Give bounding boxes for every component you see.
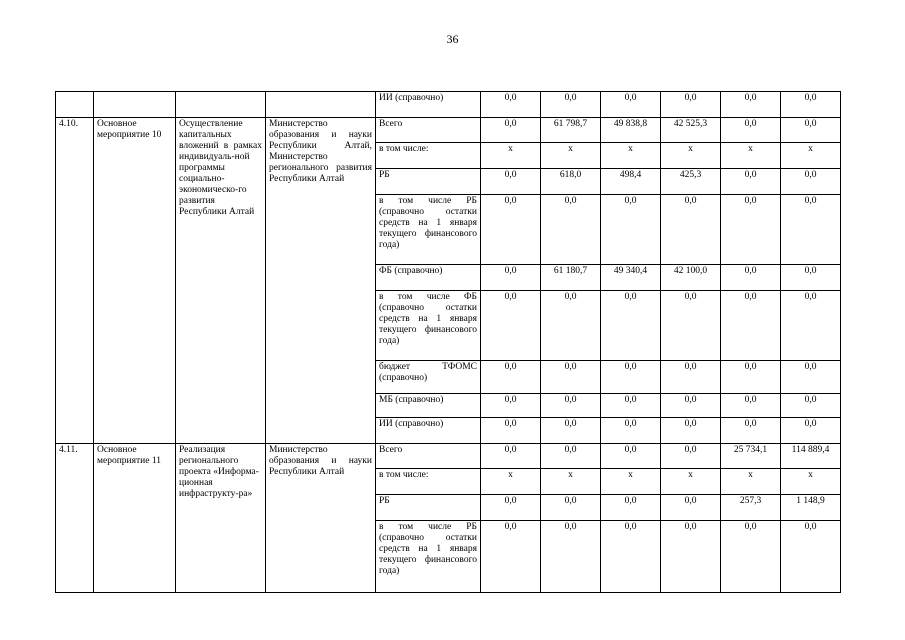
activity-description-cell: Реализация регионального проекта «Информа-ционная инфраструкту-ра» xyxy=(176,444,266,593)
value-cell: 0,0 xyxy=(481,444,541,469)
value-cell: 0,0 xyxy=(481,92,541,118)
value-cell: 0,0 xyxy=(661,195,721,265)
value-cell: 49 838,8 xyxy=(601,118,661,143)
value-cell: 0,0 xyxy=(541,291,601,361)
value-cell: 0,0 xyxy=(661,521,721,593)
value-cell: 0,0 xyxy=(781,361,841,394)
funding-source-cell: МБ (справочно) xyxy=(376,394,481,418)
value-cell: 0,0 xyxy=(601,361,661,394)
value-cell: 0,0 xyxy=(601,444,661,469)
activity-id-cell: 4.11. xyxy=(56,444,94,593)
value-cell: 0,0 xyxy=(541,495,601,521)
value-cell: 0,0 xyxy=(781,195,841,265)
value-cell: х xyxy=(661,143,721,169)
value-cell: 618,0 xyxy=(541,169,601,195)
value-cell: 0,0 xyxy=(481,195,541,265)
activity-id-cell: 4.10. xyxy=(56,118,94,444)
value-cell: 425,3 xyxy=(661,169,721,195)
funding-source-cell: в том числе РБ (справочно остатки средств на 1 января текущего финансового года) xyxy=(376,195,481,265)
activity-description-cell xyxy=(176,92,266,118)
value-cell: х xyxy=(781,143,841,169)
value-cell: х xyxy=(481,469,541,495)
value-cell: 0,0 xyxy=(541,394,601,418)
funding-source-cell: в том числе: xyxy=(376,469,481,495)
value-cell: 0,0 xyxy=(481,291,541,361)
funding-source-cell: в том числе РБ (справочно остатки средств на 1 января текущего финансового года) xyxy=(376,521,481,593)
funding-source-cell: ИИ (справочно) xyxy=(376,418,481,444)
value-cell: 0,0 xyxy=(661,361,721,394)
value-cell: 0,0 xyxy=(721,521,781,593)
value-cell: 0,0 xyxy=(781,265,841,291)
value-cell: 0,0 xyxy=(661,495,721,521)
value-cell: 0,0 xyxy=(601,92,661,118)
value-cell: х xyxy=(601,469,661,495)
table-row xyxy=(56,92,841,118)
value-cell: 0,0 xyxy=(721,361,781,394)
value-cell: 0,0 xyxy=(481,521,541,593)
value-cell: 42 100,0 xyxy=(661,265,721,291)
value-cell: 0,0 xyxy=(481,495,541,521)
value-cell: 0,0 xyxy=(481,361,541,394)
value-cell: х xyxy=(721,143,781,169)
value-cell: 0,0 xyxy=(481,118,541,143)
table-row xyxy=(56,444,841,469)
value-cell: 0,0 xyxy=(721,265,781,291)
funding-source-cell: бюджет ТФОМС (справочно) xyxy=(376,361,481,394)
value-cell: 0,0 xyxy=(661,394,721,418)
value-cell: 61 798,7 xyxy=(541,118,601,143)
value-cell: 0,0 xyxy=(781,118,841,143)
value-cell: 0,0 xyxy=(661,418,721,444)
value-cell: х xyxy=(781,469,841,495)
funding-source-cell: Всего xyxy=(376,444,481,469)
value-cell: 0,0 xyxy=(601,291,661,361)
activity-name-cell: Основное мероприятие 10 xyxy=(94,118,176,444)
executor-cell: Министерство образования и науки Республики Алтай, Министерство регионального развития Республики Алтай xyxy=(266,118,376,444)
value-cell: 0,0 xyxy=(541,92,601,118)
value-cell: 0,0 xyxy=(601,495,661,521)
value-cell: 0,0 xyxy=(661,444,721,469)
value-cell: 0,0 xyxy=(781,92,841,118)
value-cell: 0,0 xyxy=(721,418,781,444)
value-cell: 0,0 xyxy=(481,265,541,291)
value-cell: 498,4 xyxy=(601,169,661,195)
value-cell: 0,0 xyxy=(601,418,661,444)
value-cell: 0,0 xyxy=(601,521,661,593)
value-cell: 0,0 xyxy=(721,92,781,118)
value-cell: 0,0 xyxy=(601,394,661,418)
value-cell: х xyxy=(481,143,541,169)
value-cell: 0,0 xyxy=(721,291,781,361)
value-cell: х xyxy=(721,469,781,495)
activity-name-cell: Основное мероприятие 11 xyxy=(94,444,176,593)
value-cell: 0,0 xyxy=(541,195,601,265)
value-cell: 114 889,4 xyxy=(781,444,841,469)
value-cell: 0,0 xyxy=(781,521,841,593)
value-cell: 0,0 xyxy=(781,394,841,418)
value-cell: х xyxy=(661,469,721,495)
value-cell: 1 148,9 xyxy=(781,495,841,521)
budget-table xyxy=(55,91,841,593)
value-cell: 257,3 xyxy=(721,495,781,521)
funding-source-cell: Всего xyxy=(376,118,481,143)
page-number: 36 xyxy=(446,32,459,46)
value-cell: 0,0 xyxy=(661,92,721,118)
value-cell: 0,0 xyxy=(721,169,781,195)
value-cell: 0,0 xyxy=(481,394,541,418)
value-cell: х xyxy=(601,143,661,169)
executor-cell: Министерство образования и науки Республики Алтай xyxy=(266,444,376,593)
funding-source-cell: РБ xyxy=(376,169,481,195)
funding-source-cell: в том числе: xyxy=(376,143,481,169)
value-cell: 0,0 xyxy=(781,169,841,195)
value-cell: 0,0 xyxy=(781,418,841,444)
value-cell: 0,0 xyxy=(541,444,601,469)
activity-id-cell xyxy=(56,92,94,118)
value-cell: 42 525,3 xyxy=(661,118,721,143)
value-cell: 0,0 xyxy=(541,521,601,593)
value-cell: 0,0 xyxy=(541,361,601,394)
value-cell: 0,0 xyxy=(721,394,781,418)
table-row xyxy=(56,118,841,143)
value-cell: 49 340,4 xyxy=(601,265,661,291)
funding-source-cell: ИИ (справочно) xyxy=(376,92,481,118)
value-cell: 0,0 xyxy=(661,291,721,361)
executor-cell xyxy=(266,92,376,118)
activity-description-cell: Осуществление капитальных вложений в рамках индивидуаль-ной программы социально-экономическо-го развития Республики Алтай xyxy=(176,118,266,444)
value-cell: 0,0 xyxy=(541,418,601,444)
value-cell: 0,0 xyxy=(781,291,841,361)
value-cell: 0,0 xyxy=(481,418,541,444)
funding-source-cell: РБ xyxy=(376,495,481,521)
value-cell: х xyxy=(541,469,601,495)
activity-name-cell xyxy=(94,92,176,118)
value-cell: 0,0 xyxy=(721,195,781,265)
value-cell: 25 734,1 xyxy=(721,444,781,469)
value-cell: х xyxy=(541,143,601,169)
value-cell: 0,0 xyxy=(481,169,541,195)
value-cell: 61 180,7 xyxy=(541,265,601,291)
value-cell: 0,0 xyxy=(601,195,661,265)
funding-source-cell: в том числе ФБ (справочно остатки средств на 1 января текущего финансового года) xyxy=(376,291,481,361)
value-cell: 0,0 xyxy=(721,118,781,143)
funding-source-cell: ФБ (справочно) xyxy=(376,265,481,291)
